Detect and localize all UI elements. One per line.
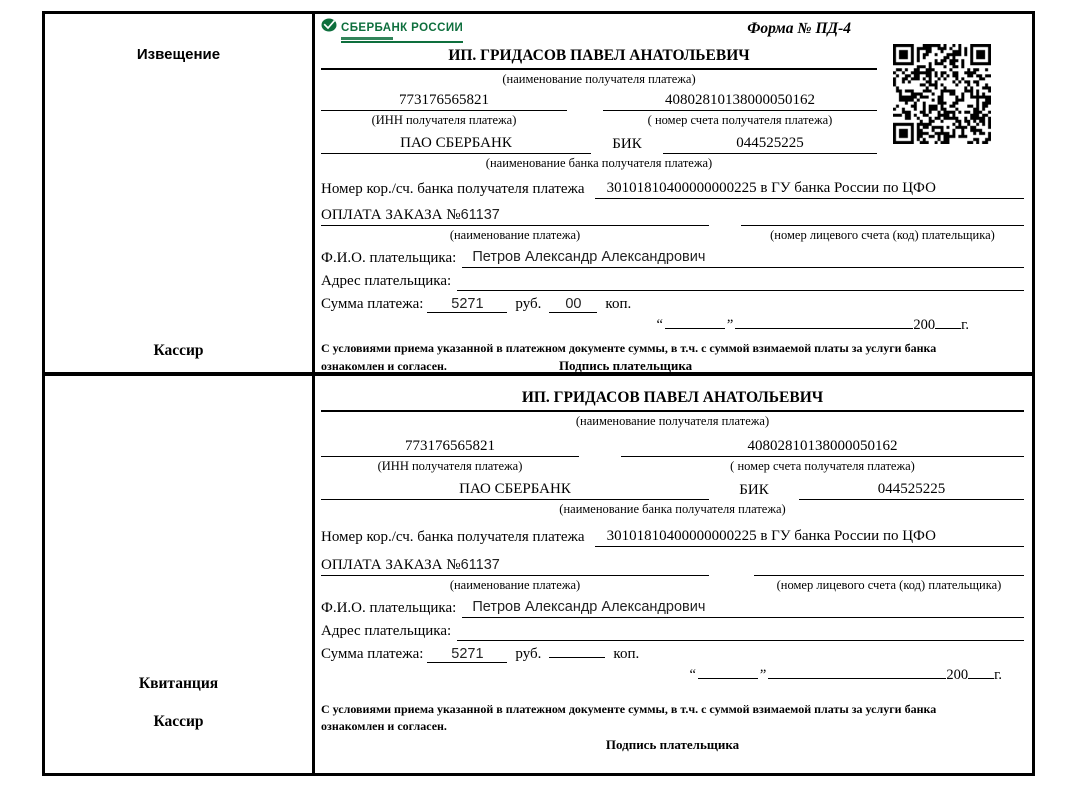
sum-rub-value: 5271 — [427, 646, 507, 663]
notice-bank-row — [321, 134, 877, 154]
notice-inn-account-captions — [321, 113, 877, 128]
payer-address-value — [457, 640, 1024, 641]
year-suffix: г. — [961, 317, 969, 333]
bank-name: СБЕРБАНК РОССИИ — [341, 22, 464, 34]
payer-code-caption: (номер лицевого счета (код) плательщика) — [776, 578, 1002, 592]
sberbank-logo — [321, 18, 463, 43]
notice-recipient-block — [321, 46, 877, 87]
payer-code-caption: (номер лицевого счета (код) плательщика) — [770, 228, 995, 242]
receipt-corr-row — [321, 527, 1024, 547]
date-day-line — [698, 678, 758, 679]
year-prefix: 200 — [913, 317, 936, 333]
receipt-inn-account-captions — [321, 459, 1024, 474]
corr-label: Номер кор./сч. банка получателя платежа — [321, 181, 585, 197]
payer-code-line — [741, 205, 1024, 226]
payment-caption: (наименование платежа) — [449, 228, 581, 242]
notice-address-row — [321, 272, 1024, 291]
corr-label: Номер кор./сч. банка получателя платежа — [321, 529, 585, 545]
receipt-payment-captions — [321, 578, 1024, 593]
inn-caption: (ИНН получателя платежа) — [377, 459, 523, 473]
payer-address-label: Адрес плательщика: — [321, 273, 452, 289]
date-month-line — [735, 328, 913, 329]
notice-date-row — [321, 317, 969, 334]
bank-caption: (наименование банка получателя платежа) — [485, 156, 713, 170]
notice-header-row — [321, 18, 1024, 44]
bik-value: 044525225 — [663, 134, 877, 154]
inn-value: 773176565821 — [321, 91, 567, 111]
inn-value: 773176565821 — [321, 437, 579, 457]
qr-code — [893, 44, 991, 144]
receipt-sum-row — [321, 645, 1024, 664]
notice-form-cell — [315, 14, 1032, 376]
date-year-line — [935, 328, 961, 329]
payer-code-line — [754, 555, 1024, 576]
recipient-name: ИП. ГРИДАСОВ ПАВЕЛ АНАТОЛЬЕВИЧ — [321, 46, 877, 70]
date-day-line — [665, 328, 725, 329]
payment-name-line — [321, 556, 709, 576]
account-caption: ( номер счета получателя платежа) — [647, 113, 833, 127]
signature-label: Подпись плательщика — [605, 737, 740, 752]
date-month-line — [768, 678, 946, 679]
quote-open: “ — [656, 317, 663, 333]
notice-payment-captions — [321, 228, 1024, 243]
corr-value: 30101810400000000225 в ГУ банка России по ЦФО — [595, 179, 1024, 199]
date-year-line — [968, 678, 994, 679]
payer-fio-value: Петров Александр Александрович — [462, 597, 1024, 618]
bank-caption: (наименование банка получателя платежа) — [559, 502, 786, 516]
sum-label: Сумма платежа: — [321, 646, 424, 662]
account-value: 40802810138000050162 — [603, 91, 877, 111]
bank-name-value: ПАО СБЕРБАНК — [321, 134, 591, 154]
recipient-caption: (наименование получателя платежа) — [575, 414, 770, 428]
form-number-label: Форма № ПД-4 — [747, 20, 851, 37]
receipt-fio-row — [321, 597, 1024, 618]
receipt-address-row — [321, 622, 1024, 641]
bank-logotype — [341, 18, 463, 43]
notice-fio-row — [321, 247, 1024, 268]
bik-value: 044525225 — [799, 480, 1024, 500]
sum-rub-value: 5271 — [427, 296, 507, 313]
receipt-date-row — [321, 667, 1002, 684]
terms-line1: С условиями приема указанной в платежном документе суммы, в т.ч. с суммой взимаемой платы за услуги банка — [321, 341, 937, 355]
payment-name-line — [321, 206, 709, 226]
pd4-form-sheet — [42, 11, 1035, 776]
signature-label: Подпись плательщика — [558, 358, 693, 373]
receipt-cashier-label: Кассир — [153, 713, 204, 730]
receipt-side-cell — [45, 376, 315, 773]
bik-label: БИК — [739, 482, 769, 498]
bik-label: БИК — [612, 136, 642, 152]
rub-label: руб. — [515, 296, 542, 312]
receipt-recipient-block — [321, 388, 1024, 429]
receipt-form-cell — [315, 376, 1032, 773]
quote-close: ” — [726, 317, 734, 333]
sum-kop-value: 00 — [549, 296, 597, 313]
terms-line2: ознакомлен и согласен. — [321, 359, 447, 373]
kop-label: коп. — [613, 646, 640, 662]
corr-value: 30101810400000000225 в ГУ банка России по ЦФО — [595, 527, 1024, 547]
order-number: 61137 — [460, 557, 500, 573]
bank-name-value: ПАО СБЕРБАНК — [321, 480, 709, 500]
sum-label: Сумма платежа: — [321, 296, 424, 312]
payment-prefix: ОПЛАТА ЗАКАЗА № — [321, 207, 461, 223]
rub-label: руб. — [515, 646, 542, 662]
notice-corr-row — [321, 179, 1024, 199]
notice-section-title: Извещение — [136, 46, 221, 63]
recipient-name: ИП. ГРИДАСОВ ПАВЕЛ АНАТОЛЬЕВИЧ — [321, 388, 1024, 412]
quote-close: ” — [759, 667, 767, 683]
payer-fio-label: Ф.И.О. плательщика: — [321, 250, 457, 266]
notice-payment-row — [321, 205, 1024, 226]
year-suffix: г. — [994, 667, 1002, 683]
payer-address-label: Адрес плательщика: — [321, 623, 452, 639]
payment-caption: (наименование платежа) — [449, 578, 581, 592]
payer-fio-value: Петров Александр Александрович — [462, 247, 1024, 268]
payer-fio-label: Ф.И.О. плательщика: — [321, 600, 457, 616]
account-value: 40802810138000050162 — [621, 437, 1024, 457]
bank-tagline-bar — [341, 37, 393, 40]
receipt-section-title: Квитанция — [138, 675, 219, 692]
notice-sum-row — [321, 295, 1024, 314]
notice-side-cell — [45, 14, 315, 376]
terms-line1: С условиями приема указанной в платежном документе суммы, в т.ч. с суммой взимаемой платы за услуги банка — [321, 702, 937, 716]
kop-label: коп. — [605, 296, 632, 312]
payer-address-value — [457, 290, 1024, 291]
recipient-caption: (наименование получателя платежа) — [502, 72, 696, 86]
sberbank-logo-icon — [321, 18, 337, 32]
terms-line2: ознакомлен и согласен. — [321, 719, 447, 733]
order-number: 61137 — [460, 207, 500, 223]
receipt-inn-account-row — [321, 437, 1024, 457]
notice-inn-account-row — [321, 91, 877, 111]
account-caption: ( номер счета получателя платежа) — [730, 459, 915, 473]
payment-prefix: ОПЛАТА ЗАКАЗА № — [321, 557, 461, 573]
quote-open: “ — [689, 667, 696, 683]
receipt-payment-row — [321, 555, 1024, 576]
receipt-bank-row — [321, 480, 1024, 500]
terms-line2-row — [321, 358, 1024, 374]
inn-caption: (ИНН получателя платежа) — [371, 113, 517, 127]
notice-cashier-label: Кассир — [153, 342, 204, 359]
year-prefix: 200 — [946, 667, 969, 683]
sum-kop-value — [549, 657, 605, 658]
